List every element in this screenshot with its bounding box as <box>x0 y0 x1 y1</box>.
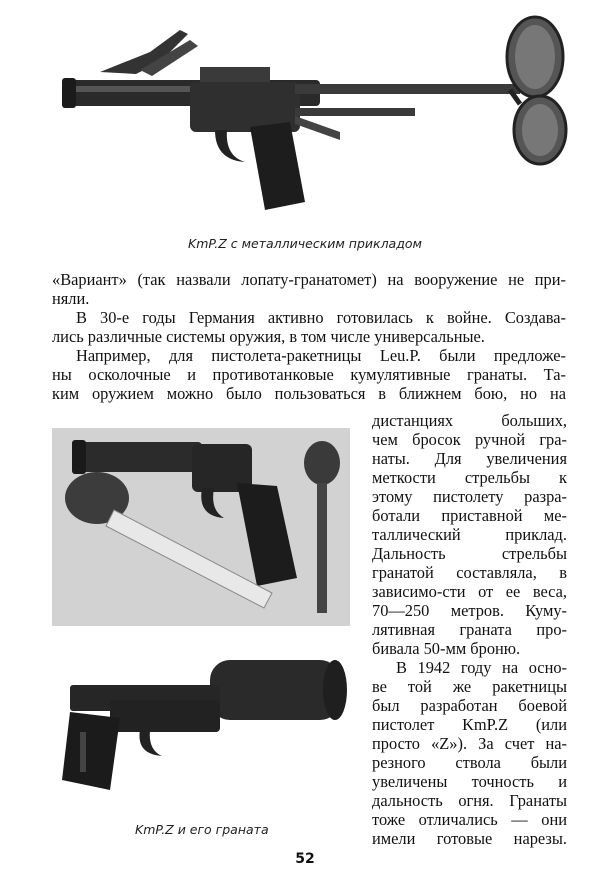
text-line: Например, для пистолета-ракетницы Leu.P. были предложе- <box>76 346 566 365</box>
text-line: увеличены точность и <box>372 772 567 791</box>
text-line: В 30-е годы Германия активно готовилась к войне. Создава- <box>76 308 566 327</box>
text-line: бивала 50-мм броню. <box>372 639 521 658</box>
photo-flare-pistol-with-grenades <box>52 428 350 626</box>
text-line: ве той же ракетницы <box>372 677 567 696</box>
text-line: ны осколочные и противотанковые кумулятивные гранаты. Та- <box>52 365 566 384</box>
text-line: был разработан боевой <box>372 696 567 715</box>
page-number: 52 <box>295 851 315 867</box>
text-line: просто «Z»). За счет на- <box>372 734 567 753</box>
text-line: Дальность стрельбы <box>372 544 567 563</box>
text-line: В 1942 году на осно- <box>396 658 567 677</box>
body-text-column <box>372 411 567 848</box>
caption-bottom-photo: KmP.Z и его граната <box>135 822 269 837</box>
text-line: лись различные системы оружия, в том числе универсальные. <box>52 327 485 346</box>
text-line: ботали приставной ме- <box>372 506 567 525</box>
text-line: таллический приклад. <box>372 525 567 544</box>
body-text-full-width <box>52 270 566 403</box>
text-line: зависимо-сти от ее веса, <box>372 582 567 601</box>
text-line: 70—250 метров. Куму- <box>372 601 567 620</box>
text-line: наты. Для увеличения <box>372 449 567 468</box>
text-line: тоже отличались — они <box>372 810 567 829</box>
text-line: меткости стрельбы к <box>372 468 567 487</box>
text-line: пистолет KmP.Z (или <box>372 715 567 734</box>
photo-kmpz-and-grenade <box>50 640 355 820</box>
text-line: няли. <box>52 289 90 308</box>
caption-top-photo: KmP.Z с металлическим прикладом <box>188 236 422 251</box>
text-line: дистанциях больших, <box>372 411 567 430</box>
photo-kmpz-with-metal-stock <box>40 12 580 212</box>
text-line: лятивная граната про- <box>372 620 567 639</box>
text-line: чем бросок ручной гра- <box>372 430 567 449</box>
text-line: имели готовые нарезы. <box>372 829 567 848</box>
text-line: «Вариант» (так назвали лопату-гранатомет) на вооружение не при- <box>52 270 566 289</box>
text-line: этому пистолету разра- <box>372 487 567 506</box>
text-line: резного ствола были <box>372 753 567 772</box>
text-line: ким оружием можно было пользоваться в ближнем бою, но на <box>52 384 566 403</box>
text-line: гранатой составляла, в <box>372 563 567 582</box>
text-line: дальность огня. Гранаты <box>372 791 567 810</box>
